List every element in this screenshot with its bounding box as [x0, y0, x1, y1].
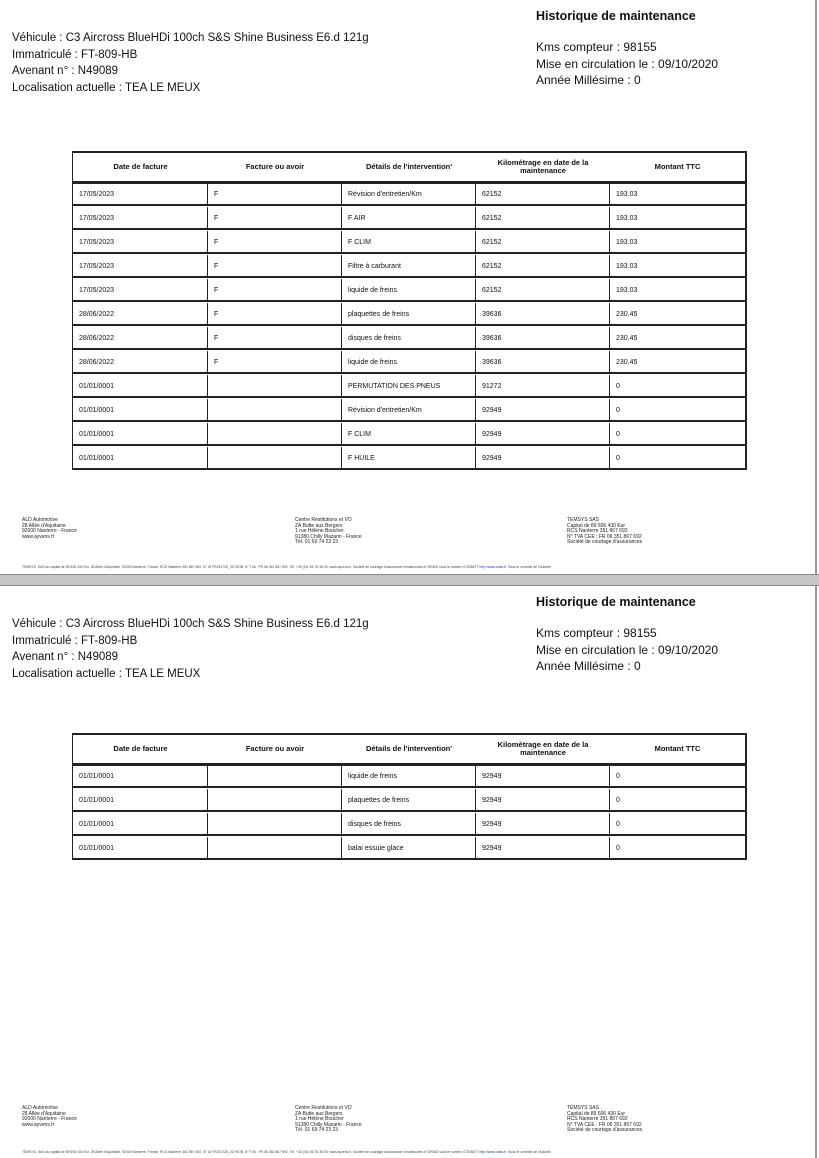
cell-amount: 193.03: [610, 254, 745, 278]
table-row: [73, 254, 745, 278]
cell-date: 01/01/0001: [73, 422, 208, 446]
cell-amount: 0: [610, 398, 745, 422]
cell-mileage: 62152: [476, 254, 610, 278]
registration-date: Mise en circulation le : 09/10/2020: [536, 642, 719, 657]
cell-amount: 0: [610, 836, 745, 860]
vehicle-amendment: Avenant n° : N49089: [12, 65, 119, 77]
cell-details: Révision d'entretien/Km: [342, 398, 476, 422]
cell-mileage: 39636: [476, 326, 610, 350]
orias-link[interactable]: http://www.orias.fr: [479, 565, 507, 569]
cell-details: F CLIM: [342, 230, 476, 254]
cell-type: [208, 374, 342, 398]
cell-type: F: [208, 350, 342, 374]
table-row: [73, 836, 745, 860]
table-row: [73, 183, 745, 206]
mileage-info: [536, 39, 718, 89]
column-header-details: Détails de l'intervention': [342, 153, 476, 183]
column-header-amount: Montant TTC: [610, 735, 745, 765]
cell-details: Révision d'entretien/Km: [342, 183, 476, 206]
cell-amount: 193.03: [610, 183, 745, 206]
cell-mileage: 62152: [476, 206, 610, 230]
cell-details: F HUILE: [342, 446, 476, 470]
cell-date: 01/01/0001: [73, 788, 208, 812]
cell-date: 28/06/2022: [73, 350, 208, 374]
cell-date: 01/01/0001: [73, 446, 208, 470]
cell-amount: 0: [610, 812, 745, 836]
cell-mileage: 39636: [476, 350, 610, 374]
cell-details: disques de freins: [342, 812, 476, 836]
mileage-info: [536, 625, 718, 675]
document-page-2: [0, 586, 817, 1158]
cell-amount: 0: [610, 765, 745, 788]
cell-mileage: 92949: [476, 788, 610, 812]
table-row: [73, 422, 745, 446]
cell-type: [208, 398, 342, 422]
cell-mileage: 62152: [476, 183, 610, 206]
cell-date: 01/01/0001: [73, 374, 208, 398]
odometer: Kms compteur : 98155: [536, 626, 657, 640]
table-row: [73, 788, 745, 812]
model-year: Année Millésime : 0: [536, 659, 641, 673]
page-separator: [0, 574, 819, 586]
document-title: Historique de maintenance: [536, 595, 696, 609]
cell-details: Filtre à carburant: [342, 254, 476, 278]
cell-type: [208, 836, 342, 860]
cell-mileage: 92949: [476, 422, 610, 446]
table-header-row: [73, 735, 745, 765]
cell-type: [208, 422, 342, 446]
cell-mileage: 62152: [476, 278, 610, 302]
cell-mileage: 92949: [476, 836, 610, 860]
legal-notice: TEMSYS, SAS au capital de 89 606 430 Eur, 28 Allée d'Aquitaine, 92000 Nanterre, France, RCS Nanterre 351 867 692, N° ID FR231725_01YSOB, N° TVA : FR 06 351 867 692, Tél. +33 (0)1 56 76 38 00, www.ayvens.fr. Société de courtage d'assurance immatriculée à l'ORIAS sous le numéro 07026677 http://www.orias.fr. Sous le contrôle de l'Autorité: [22, 565, 552, 569]
cell-details: balai essuie glace: [342, 836, 476, 860]
cell-date: 01/01/0001: [73, 765, 208, 788]
table-row: [73, 765, 745, 788]
table-header-row: [73, 153, 745, 183]
cell-details: PERMUTATION DES PNEUS: [342, 374, 476, 398]
cell-details: F CLIM: [342, 422, 476, 446]
cell-date: 17/05/2023: [73, 254, 208, 278]
cell-amount: 0: [610, 446, 745, 470]
footer-broker: TEMSYS SAS Capital de 89 606 430 Eur RCS Nanterre 351 867 692 N° TVA CEE : FR 06 351 867 692 Société de courtage d'assurances: [567, 1105, 643, 1133]
cell-type: [208, 812, 342, 836]
vehicle-model: Véhicule : C3 Aircross BlueHDi 100ch S&S Shine Business E6.d 121g: [12, 32, 369, 44]
cell-type: F: [208, 326, 342, 350]
cell-date: 17/05/2023: [73, 230, 208, 254]
cell-date: 28/06/2022: [73, 302, 208, 326]
footer-broker: TEMSYS SAS Capital de 89 606 430 Eur RCS Nanterre 351 867 692 N° TVA CEE : FR 06 351 867 692 Société de courtage d'assurances: [567, 517, 643, 545]
cell-mileage: 92949: [476, 446, 610, 470]
table-row: [73, 206, 745, 230]
cell-mileage: 39636: [476, 302, 610, 326]
table-row: [73, 302, 745, 326]
cell-type: F: [208, 206, 342, 230]
cell-details: liquide de freins: [342, 350, 476, 374]
model-year: Année Millésime : 0: [536, 73, 641, 87]
vehicle-location: Localisation actuelle : TEA LE MEUX: [12, 81, 201, 94]
cell-type: F: [208, 230, 342, 254]
cell-type: [208, 788, 342, 812]
maintenance-table: [72, 733, 747, 860]
vehicle-location: Localisation actuelle : TEA LE MEUX: [12, 667, 201, 680]
cell-mileage: 92949: [476, 765, 610, 788]
document-title: Historique de maintenance: [536, 9, 696, 23]
footer-company: ALD Automotive 28 Allée d'Aquitaine 92000 Nanterre - France www.ayvens.fr: [22, 1105, 77, 1128]
vehicle-registration: Immatriculé : FT-809-HB: [12, 48, 138, 61]
cell-amount: 0: [610, 788, 745, 812]
column-header-date: Date de facture: [73, 153, 208, 183]
cell-amount: 0: [610, 374, 745, 398]
odometer: Kms compteur : 98155: [536, 40, 657, 54]
cell-date: 17/05/2023: [73, 278, 208, 302]
maintenance-table: [72, 151, 747, 470]
legal-notice: TEMSYS, SAS au capital de 89 606 430 Eur, 28 Allée d'Aquitaine, 92000 Nanterre, France, RCS Nanterre 351 867 692, N° ID FR231725_01YSOB, N° TVA : FR 06 351 867 692, Tél. +33 (0)1 56 76 38 00, www.ayvens.fr. Société de courtage d'assurance immatriculée à l'ORIAS sous le numéro 07026677 http://www.orias.fr. Sous le contrôle de l'Autorité: [22, 1150, 552, 1154]
cell-date: 01/01/0001: [73, 398, 208, 422]
cell-amount: 230.45: [610, 326, 745, 350]
cell-date: 01/01/0001: [73, 836, 208, 860]
document-page-1: [0, 0, 817, 574]
vehicle-info: [12, 616, 369, 682]
cell-amount: 193.03: [610, 278, 745, 302]
cell-details: liquide de freins: [342, 278, 476, 302]
column-header-amount: Montant TTC: [610, 153, 745, 183]
cell-type: F: [208, 254, 342, 278]
cell-amount: 230.45: [610, 302, 745, 326]
cell-type: [208, 765, 342, 788]
column-header-type: Facture ou avoir: [208, 153, 342, 183]
registration-date: Mise en circulation le : 09/10/2020: [536, 56, 719, 71]
table-row: [73, 374, 745, 398]
table-row: [73, 812, 745, 836]
vehicle-amendment: Avenant n° : N49089: [12, 651, 119, 663]
cell-date: 17/05/2023: [73, 206, 208, 230]
cell-mileage: 92949: [476, 812, 610, 836]
cell-details: plaquettes de freins: [342, 788, 476, 812]
table-row: [73, 326, 745, 350]
column-header-details: Détails de l'intervention': [342, 735, 476, 765]
vehicle-info: [12, 30, 369, 96]
cell-mileage: 62152: [476, 230, 610, 254]
table-row: [73, 446, 745, 470]
column-header-mileage: Kilométrage en date de la maintenance: [476, 735, 610, 765]
column-header-type: Facture ou avoir: [208, 735, 342, 765]
vehicle-registration: Immatriculé : FT-809-HB: [12, 634, 138, 647]
vehicle-model: Véhicule : C3 Aircross BlueHDi 100ch S&S Shine Business E6.d 121g: [12, 618, 369, 630]
column-header-date: Date de facture: [73, 735, 208, 765]
table-row: [73, 230, 745, 254]
cell-date: 28/06/2022: [73, 326, 208, 350]
cell-type: F: [208, 278, 342, 302]
cell-type: F: [208, 183, 342, 206]
cell-details: disques de freins: [342, 326, 476, 350]
cell-details: liquide de freins: [342, 765, 476, 788]
cell-amount: 230.45: [610, 350, 745, 374]
cell-amount: 193.03: [610, 230, 745, 254]
cell-mileage: 92949: [476, 398, 610, 422]
cell-amount: 193.03: [610, 206, 745, 230]
footer-restitution-center: Centre Restitutions et VO ZA Butte aux Bergers 1 rue Hélène Boucher 91380 Chilly Mazarin - France Tél. 01 69 74 23 23: [295, 1105, 362, 1133]
table-row: [73, 398, 745, 422]
cell-mileage: 91272: [476, 374, 610, 398]
cell-details: F AIR: [342, 206, 476, 230]
table-row: [73, 278, 745, 302]
footer-restitution-center: Centre Restitutions et VO ZA Butte aux Bergers 1 rue Hélène Boucher 91380 Chilly Mazarin - France Tél. 01 69 74 23 23: [295, 517, 362, 545]
cell-type: F: [208, 302, 342, 326]
orias-link[interactable]: http://www.orias.fr: [479, 1150, 507, 1154]
footer-company: ALD Automotive 28 Allée d'Aquitaine 92000 Nanterre - France www.ayvens.fr: [22, 517, 77, 540]
table-row: [73, 350, 745, 374]
cell-type: [208, 446, 342, 470]
column-header-mileage: Kilométrage en date de la maintenance: [476, 153, 610, 183]
cell-details: plaquettes de freins: [342, 302, 476, 326]
cell-date: 17/05/2023: [73, 183, 208, 206]
cell-date: 01/01/0001: [73, 812, 208, 836]
cell-amount: 0: [610, 422, 745, 446]
